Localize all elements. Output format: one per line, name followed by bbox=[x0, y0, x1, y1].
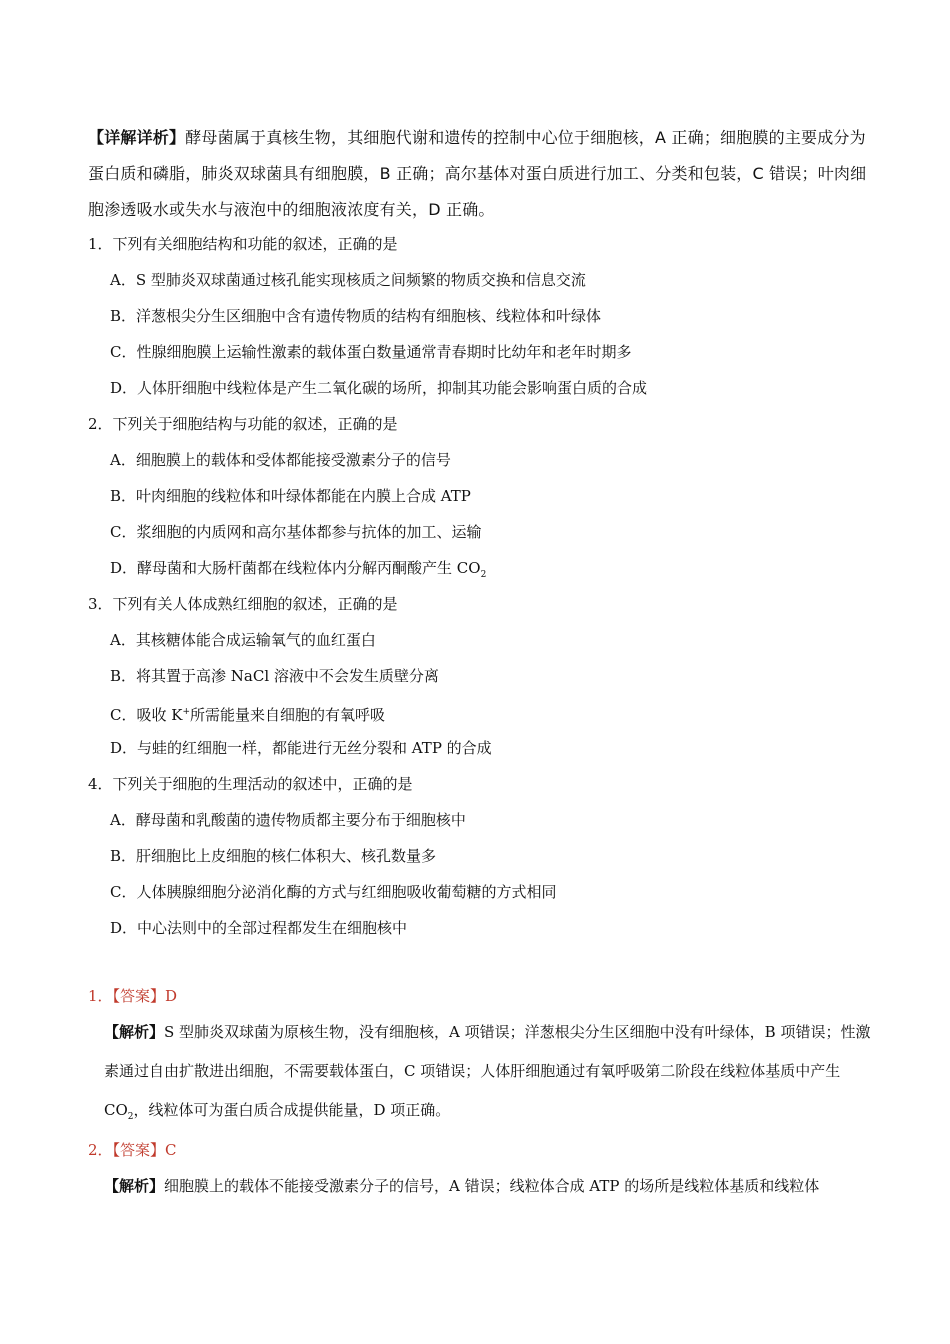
option-d: D．人体肝细胞中线粒体是产生二氧化碳的场所，抑制其功能会影响蛋白质的合成 bbox=[110, 379, 648, 397]
intro-tag: 【详解详析】 bbox=[88, 128, 186, 147]
option-d: D．中心法则中的全部过程都发生在细胞核中 bbox=[110, 919, 408, 937]
option-a: A．细胞膜上的载体和受体都能接受激素分子的信号 bbox=[110, 451, 451, 469]
question-2 bbox=[88, 406, 888, 586]
option-b: B．肝细胞比上皮细胞的核仁体积大、核孔数量多 bbox=[110, 847, 437, 865]
question-3 bbox=[88, 586, 888, 766]
option-b: B．将其置于高渗 NaCl 溶液中不会发生质壁分离 bbox=[110, 667, 439, 685]
question-stem: 2．下列关于细胞结构与功能的叙述，正确的是 bbox=[88, 415, 398, 433]
question-stem: 4．下列关于细胞的生理活动的叙述中，正确的是 bbox=[88, 775, 413, 793]
explanation-tag: 【解析】 bbox=[104, 1177, 165, 1195]
option-c-before: C．吸收 K bbox=[110, 706, 183, 724]
option-d: D．与蛙的红细胞一样，都能进行无丝分裂和 ATP 的合成 bbox=[110, 739, 492, 757]
answer-1-head: 1．【答案】D bbox=[88, 987, 178, 1005]
question-1 bbox=[88, 226, 888, 406]
option-a: A．S 型肺炎双球菌通过核孔能实现核质之间频繁的物质交换和信息交流 bbox=[110, 271, 586, 289]
question-stem: 3．下列有关人体成熟红细胞的叙述，正确的是 bbox=[88, 595, 398, 613]
option-d bbox=[88, 550, 888, 586]
option-c: C．人体胰腺细胞分泌消化酶的方式与红细胞吸收葡萄糖的方式相同 bbox=[110, 883, 557, 901]
option-b: B．叶肉细胞的线粒体和叶绿体都能在内膜上合成 ATP bbox=[110, 487, 471, 505]
option-c: C．浆细胞的内质网和高尔基体都参与抗体的加工、运输 bbox=[110, 523, 482, 541]
answer-1-explanation bbox=[104, 1013, 874, 1137]
explanation-tag: 【解析】 bbox=[104, 1023, 165, 1041]
subscript: 2 bbox=[127, 1112, 134, 1122]
explanation-text: 细胞膜上的载体不能接受激素分子的信号，A 错误；线粒体合成 ATP 的场所是线粒体基质和线粒体 bbox=[164, 1177, 820, 1195]
question-4 bbox=[88, 766, 888, 946]
explanation-text: S 型肺炎双球菌为原核生物，没有细胞核，A 项错误；洋葱根尖分生区细胞中没有叶绿体，B 项错误；性激素通过自由扩散进出细胞，不需要载体蛋白，C 项错误；人体肝细胞通过有氧呼吸第二阶段在线粒体基质中产生 CO bbox=[104, 1023, 871, 1119]
option-a: A．酵母菌和乳酸菌的遗传物质都主要分布于细胞核中 bbox=[110, 811, 466, 829]
answer-2-head: 2．【答案】C bbox=[88, 1141, 177, 1159]
answer-2-explanation bbox=[104, 1167, 874, 1206]
intro-paragraph bbox=[88, 120, 878, 228]
option-a: A．其核糖体能合成运输氧气的血红蛋白 bbox=[110, 631, 376, 649]
subscript: 2 bbox=[480, 570, 487, 580]
superscript: + bbox=[182, 707, 190, 717]
intro-text: 酵母菌属于真核生物，其细胞代谢和遗传的控制中心位于细胞核，A 正确；细胞膜的主要成分为蛋白质和磷脂，肺炎双球菌具有细胞膜，B 正确；高尔基体对蛋白质进行加工、分类和包装，C 错误；叶肉细胞渗透吸水或失水与液泡中的细胞液浓度有关，D 正确。 bbox=[88, 128, 867, 219]
explanation-text-end: ，线粒体可为蛋白质合成提供能量，D 项正确。 bbox=[133, 1101, 451, 1119]
option-b: B．洋葱根尖分生区细胞中含有遗传物质的结构有细胞核、线粒体和叶绿体 bbox=[110, 307, 602, 325]
option-c-after: 所需能量来自细胞的有氧呼吸 bbox=[190, 706, 386, 724]
option-d-text: D．酵母菌和大肠杆菌都在线粒体内分解丙酮酸产生 CO bbox=[110, 559, 481, 577]
option-c: C．性腺细胞膜上运输性激素的载体蛋白数量通常青春期时比幼年和老年时期多 bbox=[110, 343, 632, 361]
question-stem: 1．下列有关细胞结构和功能的叙述，正确的是 bbox=[88, 235, 398, 253]
option-c bbox=[88, 694, 888, 730]
